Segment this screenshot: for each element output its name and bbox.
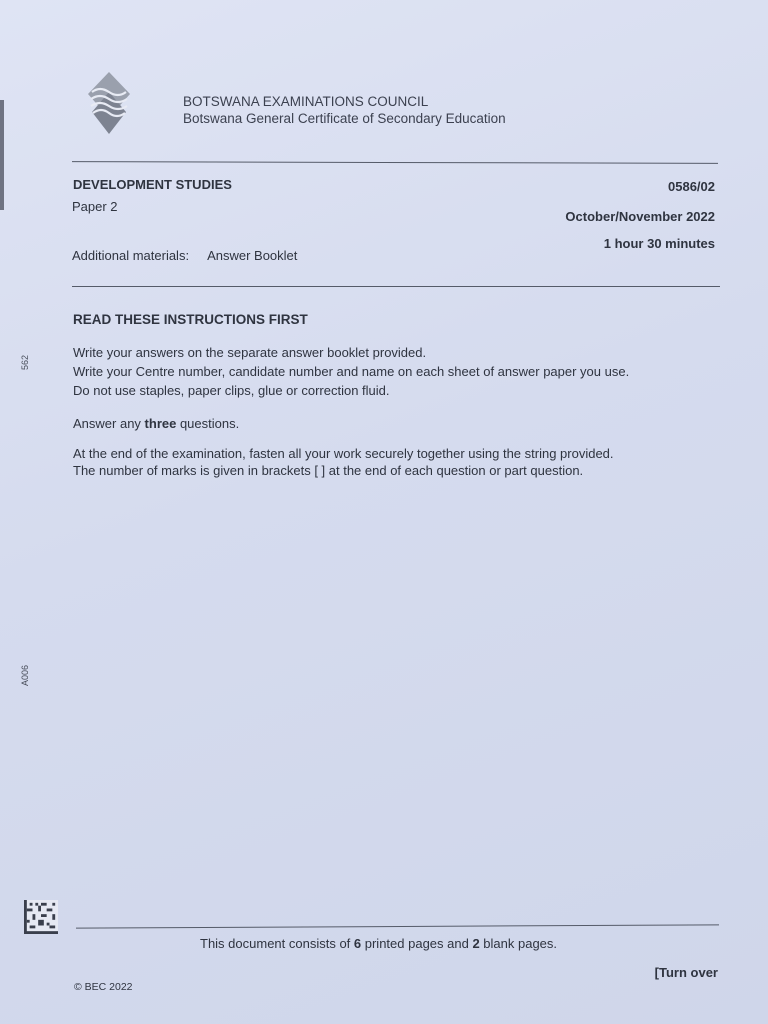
instructions-block-1 xyxy=(73,343,713,400)
blank-page-count: 2 xyxy=(472,936,480,951)
instruction-line: Write your answers on the separate answer booklet provided. xyxy=(73,345,427,360)
answer-suffix: questions. xyxy=(176,416,240,431)
instruction-line: Write your Centre number, candidate number and name on each sheet of answer paper you use. xyxy=(73,364,630,379)
note-text: blank pages. xyxy=(479,936,558,951)
certificate-name: Botswana General Certificate of Secondary Education xyxy=(183,111,506,126)
organisation-name: BOTSWANA EXAMINATIONS COUNCIL xyxy=(183,94,429,109)
instructions-title: READ THESE INSTRUCTIONS FIRST xyxy=(73,312,308,327)
exam-duration: 1 hour 30 minutes xyxy=(603,236,715,251)
answer-prefix: Answer any xyxy=(73,416,145,431)
side-mark-top: 562 xyxy=(20,354,30,370)
paper-number: Paper 2 xyxy=(72,199,118,214)
paper-code: 0586/02 xyxy=(668,179,715,194)
instruction-line: At the end of the examination, fasten all your work securely together using the string provided. xyxy=(73,446,614,461)
side-mark-bottom: A006 xyxy=(20,664,30,686)
answer-count: three xyxy=(144,416,177,431)
turn-over-label: [Turn over xyxy=(654,965,718,980)
materials-value: Answer Booklet xyxy=(207,248,298,263)
subject-title: DEVELOPMENT STUDIES xyxy=(73,177,232,192)
instructions-block-3 xyxy=(73,445,713,479)
additional-materials xyxy=(72,248,297,263)
footer-divider xyxy=(76,924,719,928)
materials-label: Additional materials: xyxy=(72,248,190,263)
page-edge-shadow xyxy=(0,100,4,210)
note-text: printed pages and xyxy=(361,936,473,951)
details-divider xyxy=(72,286,720,287)
page-count-note xyxy=(200,936,557,951)
copyright: © BEC 2022 xyxy=(74,981,133,993)
header-divider xyxy=(72,161,718,164)
answer-instruction xyxy=(73,414,713,433)
printed-page-count: 6 xyxy=(353,936,362,951)
datamatrix-code-icon xyxy=(24,900,58,934)
bec-logo-icon xyxy=(86,72,132,136)
note-text: This document consists of xyxy=(200,936,354,951)
organisation-block xyxy=(183,93,506,127)
instructions-block-2 xyxy=(73,414,713,433)
exam-session: October/November 2022 xyxy=(565,209,715,224)
instruction-line: The number of marks is given in brackets [ ] at the end of each question or part question. xyxy=(73,463,584,478)
instruction-line: Do not use staples, paper clips, glue or correction fluid. xyxy=(73,383,390,398)
